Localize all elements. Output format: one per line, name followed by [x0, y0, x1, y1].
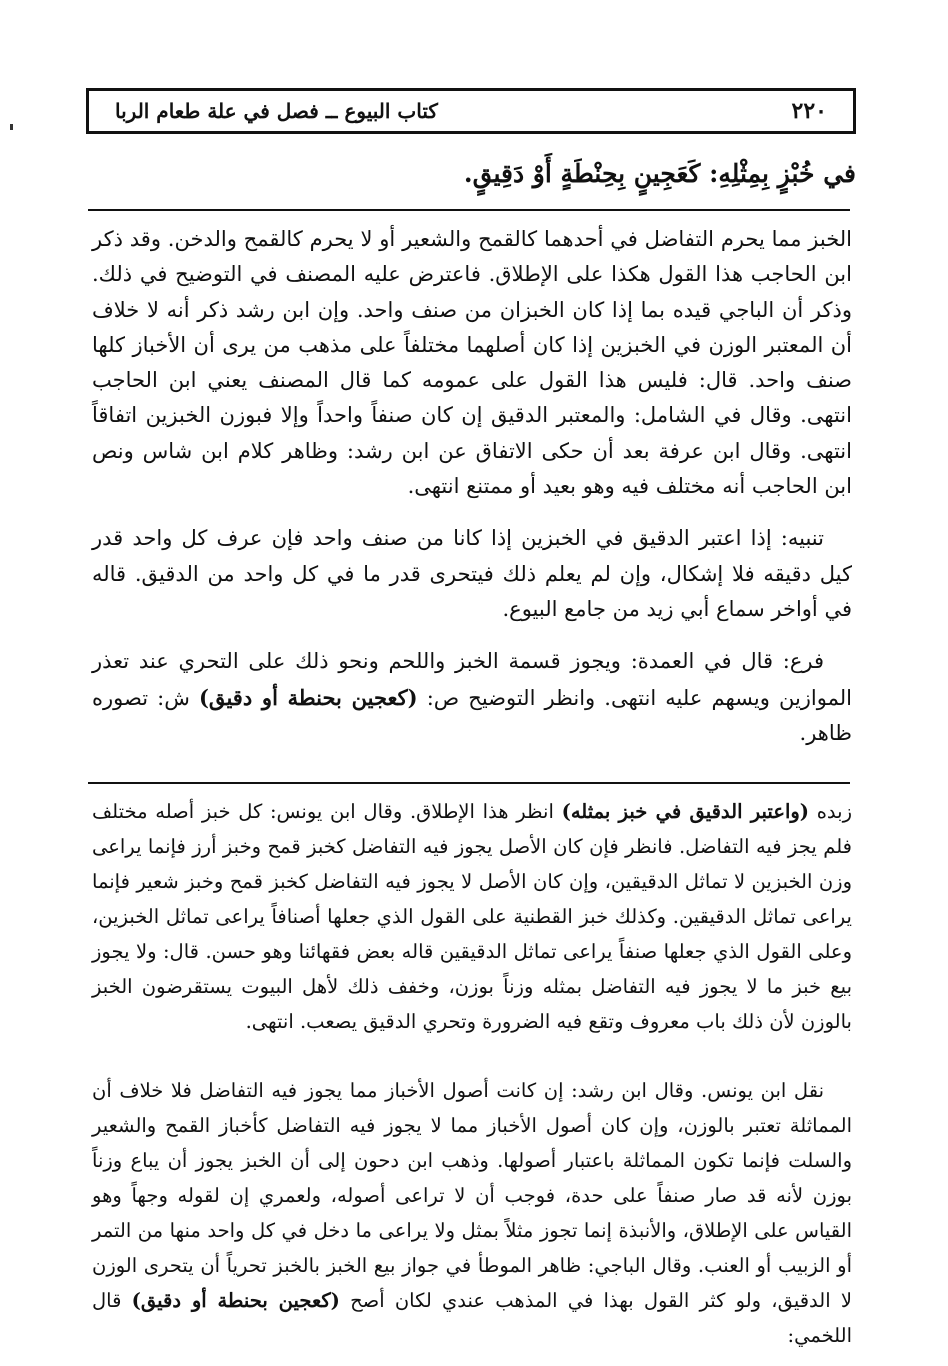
gloss-p1-quote: (واعتبر الدقيق في خبز بمثله) — [561, 800, 810, 823]
page-number: ٢٢٠ — [791, 98, 827, 124]
commentary-paragraph-1: الخبز مما يحرم التفاضل في أحدهما كالقمح والشعير أو لا يحرم كالقمح والدخن. وقد ذكر ابن الحاجب هذا القول هكذا على الإطلاق. فاعترض عليه المصنف في التوضيح في ذلك. وذكر أن الباجي قيده بما إذا كان الخبزان من صنف واحد. وإن ابن رشد ذكر أنه لا خلاف أن المعتبر الوزن في الخبزين إذا كان أصلهما مختلفاً على مذهب من يرى أن الأخباز كلها صنف واحد. قال: فليس هذا القول على عمومه كما قال المصنف يعني ابن الحاجب انتهى. وقال في الشامل: والمعتبر الدقيق إن كان صنفاً واحداً وإلا فبوزن الخبزين اتفاقاً انتهى. وقال ابن عرفة بعد أن حكى الاتفاق عن ابن رشد: وظاهر كلام ابن شاس ونص ابن الحاجب أنه مختلف فيه وهو بعيد أو ممتنع انتهى. — [92, 227, 852, 499]
gloss-paragraph-2 — [92, 1073, 852, 1353]
commentary-section — [92, 222, 852, 751]
gloss-p2-text-a: نقل ابن يونس. وقال ابن رشد: إن كانت أصول الأخباز مما يجوز فيه التفاضل فلا خلاف أن المماثلة تعتبر بالوزن، وإن كان أصول الأخباز مما لا يجوز فيه التفاضل كأخباز القمح والشعير والسلت فإنما تكون المماثلة باعتبار أصولها. وذهب ابن دحون إلى أن الخبز يجوز أن يباع وزناً بوزن لأنه قد صار صنفاً على حدة، فوجب أن لا تراعى أصوله، ولعمري إن لقوله وجهاً وهو القياس على الإطلاق، والأنبذة إنما تجوز مثلاً بمثل ولا يراعى ما دخل في كل واحد منها من التمر أو الزبيب أو العنب. وقال الباجي: ظاهر الموطأ في جواز بيع الخبز بالخبز تحرياً أن يتحرى الوزن لا الدقيق، ولو كثر القول بهذا في المذهب عندي لكان أصح — [92, 1079, 852, 1312]
separator-rule-bottom — [88, 782, 850, 784]
commentary-p3-quote: (كعجين بحنطة أو دقيق) — [199, 684, 418, 710]
matn-text: في خُبْزٍ بِمِثْلِهِ: كَعَجِينٍ بِحِنْطَةٍ أَوْ دَقِيقٍ. — [463, 159, 856, 188]
scan-mark — [10, 124, 13, 130]
separator-rule-top — [88, 209, 850, 211]
gloss-p1-text-b: انظر هذا الإطلاق. وقال ابن يونس: كل خبز أصله مختلف فلم يجز فيه التفاضل. فانظر فإن كان الأصل يجوز فيه التفاضل كخبز قمح وخبز أرز فإنما يراعى وزن الخبزين لا تماثل الدقيقين، وإن كان الأصل لا يجوز فيه التفاضل كخبز قمح وخبز شعير فإنما يراعى تماثل الدقيقين. وكذلك خبز القطنية على القول الذي جعلها أصنافاً يراعى تماثل الخبزين، وعلى القول الذي جعلها صنفاً يراعى تماثل الدقيقين قاله بعض فقهائنا وهو حسن. قال: ولا يجوز بيع خبز ما لا يجوز فيه التفاضل بمثله وزناً بوزن، وخفف ذلك لأهل البيوت يستقرضون الخبز بالوزن لأن ذلك باب معروف وتقع فيه الضرورة وتحري الدقيق يصعب. انتهى. — [92, 800, 852, 1033]
running-header — [86, 88, 856, 134]
gloss-section — [92, 794, 852, 1353]
gloss-paragraph-1 — [92, 794, 852, 1039]
gloss-p1-text-a: زبده — [809, 800, 853, 823]
gloss-p2-quote: (كعجين بحنطة أو دقيق) — [131, 1289, 340, 1312]
commentary-paragraph-3 — [92, 644, 852, 751]
commentary-p3-text-b: ش: تصوره ظاهر. — [92, 685, 852, 745]
commentary-p3-text-a: فرع: قال في العمدة: ويجوز قسمة الخبز واللحم ونحو ذلك على التحري عند تعذر الموازين ويسهم عليه انتهى. وانظر التوضيح ص: — [92, 649, 852, 710]
gloss-p2-text-b: قال اللخمي: — [92, 1289, 852, 1347]
commentary-paragraph-2: تنبيه: إذا اعتبر الدقيق في الخبزين إذا كانا من صنف واحد فإن عرف كل واحد قدر كيل دقيقه فلا إشكال، وإن لم يعلم ذلك فيتحرى قدر ما في كل واحد من الدقيق. قاله في أواخر سماع أبي زيد من جامع البيوع. — [92, 526, 852, 621]
running-title: كتاب البيوع ــ فصل في علة طعام الربا — [115, 99, 438, 123]
